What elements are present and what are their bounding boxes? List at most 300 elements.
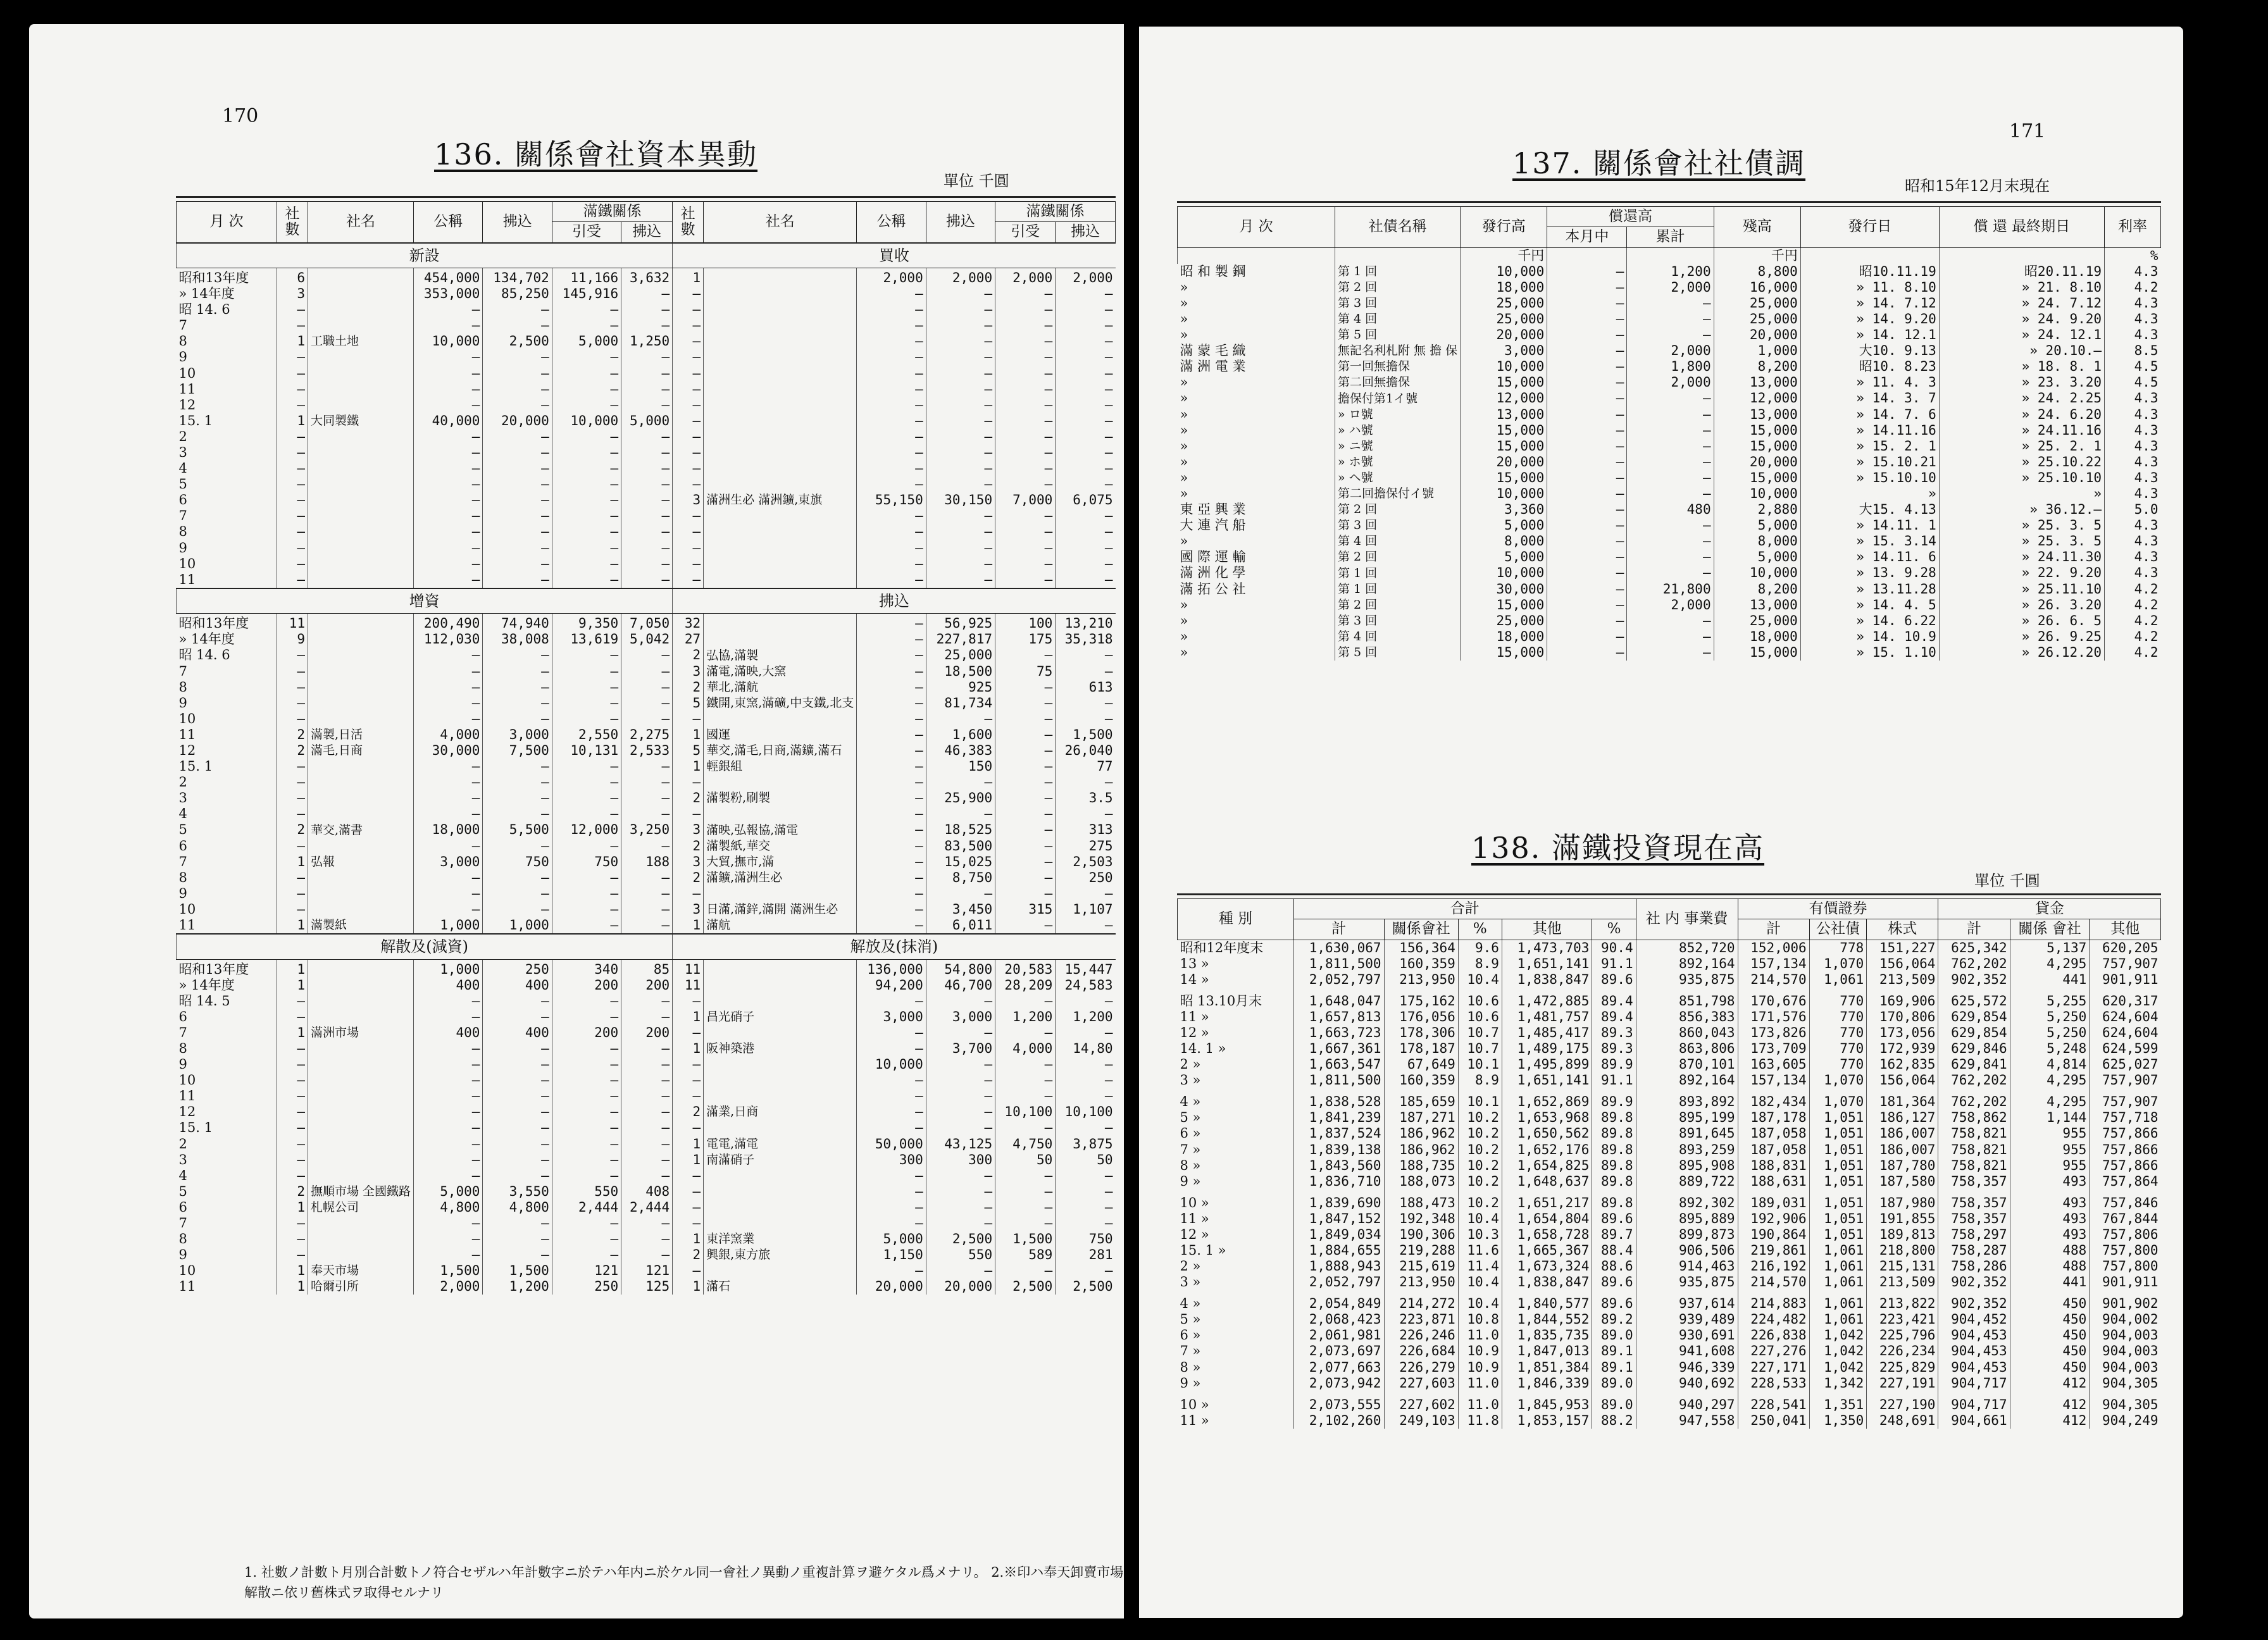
table-cell: 2,550: [552, 727, 621, 743]
table-cell: 滿製紙,華交: [704, 838, 857, 854]
table-cell: 757,866: [2090, 1126, 2161, 1141]
table-cell: —: [483, 1168, 552, 1184]
table-cell: —: [552, 349, 621, 365]
table-cell: —: [1056, 917, 1116, 934]
table-cell: 904,305: [2090, 1376, 2161, 1391]
table-cell: —: [673, 302, 704, 318]
table-cell: [704, 366, 857, 382]
table-cell: —: [673, 1120, 704, 1136]
table-cell: » 14. 7.12: [1800, 295, 1939, 311]
table-cell: —: [277, 461, 308, 476]
table-cell: 750: [552, 854, 621, 870]
table-cell: [308, 1088, 414, 1104]
table-cell: 450: [2010, 1343, 2090, 1359]
table-cell: [308, 1009, 414, 1025]
table-cell: 1,000: [1714, 343, 1800, 359]
table-cell: 1,500: [995, 1231, 1056, 1247]
table-cell: 7: [178, 854, 187, 869]
table-cell: —: [995, 382, 1056, 397]
table-cell: [308, 1247, 414, 1263]
table-cell: —: [673, 349, 704, 365]
table-cell: —: [621, 993, 673, 1009]
table-cell: [308, 268, 414, 286]
table-cell: [308, 838, 414, 854]
table-cell: 185,659: [1384, 1088, 1458, 1110]
table-cell: 189,031: [1738, 1190, 1809, 1211]
table-cell: —: [552, 1136, 621, 1152]
table-cell: —: [926, 806, 995, 822]
table-cell: 38,008: [483, 631, 552, 647]
table-cell: 15,000: [1461, 470, 1547, 486]
table-cell: »: [1180, 454, 1188, 469]
table-cell: —: [277, 1247, 308, 1263]
table-cell: —: [857, 1184, 926, 1200]
table-cell: 7: [178, 508, 187, 524]
table-cell: 3: [178, 445, 187, 461]
table-cell: —: [1547, 581, 1627, 597]
table-cell: 218,800: [1867, 1243, 1938, 1258]
table-cell: 2,068,423: [1294, 1312, 1385, 1327]
table-cell: 國 際 運 輸: [1180, 549, 1246, 565]
table-cell: 1,481,757: [1502, 1009, 1592, 1025]
table-cell: 11.4: [1458, 1258, 1502, 1274]
table-cell: 4.3: [2105, 549, 2161, 565]
table-cell: —: [552, 508, 621, 524]
table-cell: [308, 382, 414, 397]
table-cell: 226,684: [1384, 1343, 1458, 1359]
table-cell: —: [673, 1184, 704, 1200]
table-cell: 18,500: [926, 664, 995, 680]
table-cell: [704, 806, 857, 822]
table-cell: 4.3: [2105, 311, 2161, 327]
table-cell: 3: [673, 664, 704, 680]
table-cell: 901,902: [2090, 1290, 2161, 1312]
section-title-left: 解散及(減資): [177, 934, 673, 959]
unit-cell: [1939, 247, 2104, 264]
table-cell: 187,271: [1384, 1110, 1458, 1126]
table-cell: 東 亞 興 業: [1180, 502, 1246, 518]
table-cell: 100: [995, 614, 1056, 632]
table-cell: 187,780: [1867, 1158, 1938, 1174]
table-cell: 6,075: [1056, 492, 1116, 508]
table-cell: 856,383: [1636, 1009, 1738, 1025]
table-cell: —: [414, 540, 483, 556]
table-cell: 5,000: [857, 1231, 926, 1247]
table-cell: —: [414, 492, 483, 508]
table-cell: 10.4: [1458, 972, 1502, 988]
table-cell: —: [926, 1072, 995, 1088]
table-cell: 滿毛,日商: [308, 743, 414, 759]
unit-cell: 千円: [1461, 247, 1547, 264]
table-cell: [704, 302, 857, 318]
table-cell: —: [277, 1088, 308, 1104]
table-cell: 758,297: [1938, 1227, 2010, 1243]
table-cell: [308, 711, 414, 727]
table-cell: —: [857, 854, 926, 870]
table-cell: 895,908: [1636, 1158, 1738, 1174]
table-cell: 7 »: [1180, 1141, 1201, 1157]
table-cell: —: [1056, 695, 1116, 711]
table-cell: 1,665,367: [1502, 1243, 1592, 1258]
table-cell: —: [1627, 629, 1714, 645]
table-cell: 15. 1: [178, 759, 213, 774]
table-cell: 14,80: [1056, 1041, 1116, 1057]
table-cell: 30,150: [926, 492, 995, 508]
table-cell: 4.2: [2105, 597, 2161, 613]
table-cell: » 15.10.10: [1800, 470, 1939, 486]
h138-public: 公社債: [1809, 919, 1867, 940]
unit-cell: [1178, 247, 1335, 264]
top-rule-136: [176, 196, 1116, 198]
table-cell: —: [1547, 502, 1627, 518]
table-cell: 892,164: [1636, 1072, 1738, 1088]
table-cell: » 14.11. 1: [1800, 518, 1939, 533]
table-136-title: 136. 關係會社資本異動: [434, 137, 758, 171]
table-row: [177, 959, 1116, 978]
table-cell: 186,962: [1384, 1126, 1458, 1141]
table-cell: 160,359: [1384, 1072, 1458, 1088]
table-row: [1178, 1174, 2161, 1190]
table-cell: 滿業,日商: [704, 1104, 857, 1120]
table-cell: [308, 556, 414, 572]
table-cell: —: [857, 445, 926, 461]
table-cell: 955: [2010, 1142, 2090, 1158]
table-cell: 3,000: [414, 854, 483, 870]
table-cell: —: [926, 476, 995, 492]
table-row: [1178, 565, 2161, 581]
table-cell: —: [995, 774, 1056, 790]
table-cell: [704, 711, 857, 727]
table-cell: 10,000: [1461, 359, 1547, 375]
table-cell: [308, 461, 414, 476]
table-cell: 1,472,885: [1502, 988, 1592, 1009]
table-cell: » 14. 6.22: [1800, 613, 1939, 629]
table-cell: 15. 1 »: [1180, 1243, 1226, 1258]
table-cell: 1,650,562: [1502, 1126, 1592, 1141]
table-cell: —: [483, 540, 552, 556]
table-cell: —: [277, 902, 308, 917]
table-cell: —: [1056, 664, 1116, 680]
table-cell: —: [857, 1088, 926, 1104]
table-cell: 1,351: [1809, 1391, 1867, 1413]
table-cell: 10: [178, 711, 196, 726]
table-row: [177, 382, 1116, 397]
table-cell: 第 3 回: [1335, 613, 1461, 629]
h137-rate: 利率: [2105, 207, 2161, 248]
table-cell: —: [277, 1215, 308, 1231]
table-cell: —: [483, 508, 552, 524]
table-cell: 4.2: [2105, 613, 2161, 629]
table-cell: 757,907: [2090, 956, 2161, 972]
table-cell: 173,826: [1738, 1025, 1809, 1041]
table-cell: —: [673, 886, 704, 902]
table-cell: 1,200: [483, 1279, 552, 1295]
table-cell: [704, 445, 857, 461]
table-cell: —: [552, 902, 621, 917]
table-cell: 1,840,577: [1502, 1290, 1592, 1312]
table-cell: 3 »: [1180, 1274, 1201, 1290]
table-cell: —: [277, 492, 308, 508]
table-cell: 188: [621, 854, 673, 870]
table-cell: 8.9: [1458, 1072, 1502, 1088]
table-cell: 2: [277, 822, 308, 838]
header-mantetsu: 滿鐵關係: [552, 202, 672, 222]
table-cell: —: [621, 492, 673, 508]
table-row: [1178, 645, 2161, 661]
table-cell: 大10. 9.13: [1800, 343, 1939, 359]
table-cell: 3,700: [926, 1041, 995, 1057]
table-cell: 10.2: [1458, 1190, 1502, 1211]
table-cell: 18,000: [1461, 280, 1547, 295]
table-cell: 昭和13年度: [178, 961, 249, 977]
table-cell: 937,614: [1636, 1290, 1738, 1312]
table-row: [1178, 1110, 2161, 1126]
table-cell: —: [552, 711, 621, 727]
table-cell: 9,350: [552, 614, 621, 632]
table-cell: —: [857, 508, 926, 524]
table-cell: —: [483, 902, 552, 917]
table-cell: —: [673, 524, 704, 540]
table-cell: 10: [178, 1263, 196, 1279]
table-cell: 136,000: [857, 959, 926, 978]
table-cell: 20,583: [995, 959, 1056, 978]
table-cell: —: [857, 382, 926, 397]
table-cell: 30,000: [1461, 581, 1547, 597]
table-cell: 214,570: [1738, 972, 1809, 988]
table-cell: 91.1: [1592, 1072, 1636, 1088]
table-cell: 6: [178, 1199, 187, 1215]
table-row: [1178, 1290, 2161, 1312]
top-rule-138: [1177, 893, 2161, 895]
table-cell: 10.7: [1458, 1025, 1502, 1041]
table-cell: 178,306: [1384, 1025, 1458, 1041]
table-cell: —: [277, 1168, 308, 1184]
table-cell: 904,305: [2090, 1391, 2161, 1413]
table-cell: —: [277, 445, 308, 461]
table-row: [177, 333, 1116, 349]
table-cell: 1,884,655: [1294, 1243, 1385, 1258]
table-cell: 滿洲市場: [308, 1025, 414, 1041]
table-cell: 624,604: [2090, 1009, 2161, 1025]
table-cell: [308, 1215, 414, 1231]
table-cell: 12 »: [1180, 1226, 1209, 1242]
table-cell: 213,950: [1384, 1274, 1458, 1290]
table-cell: —: [926, 1057, 995, 1072]
table-cell: —: [926, 461, 995, 476]
table-cell: 1,838,528: [1294, 1088, 1385, 1110]
table-cell: 滿製粉,刷製: [704, 790, 857, 806]
table-cell: 187,580: [1867, 1174, 1938, 1190]
table-row: [177, 647, 1116, 663]
table-row: [1178, 1312, 2161, 1327]
table-cell: 1: [277, 1025, 308, 1041]
table-row: [177, 1247, 1116, 1263]
table-cell: 1,473,703: [1502, 940, 1592, 956]
table-cell: 904,453: [1938, 1360, 2010, 1376]
table-cell: —: [552, 397, 621, 413]
header-nominal-2: 公稱: [857, 202, 926, 243]
table-cell: —: [414, 302, 483, 318]
table-row: [177, 413, 1116, 429]
table-cell: 955: [2010, 1158, 2090, 1174]
table-cell: 10,000: [1461, 264, 1547, 280]
table-cell: 1,051: [1809, 1227, 1867, 1243]
table-cell: 第 1 回: [1335, 581, 1461, 597]
table-cell: —: [483, 1215, 552, 1231]
table-cell: 89.6: [1592, 972, 1636, 988]
table-row: [177, 711, 1116, 727]
table-cell: —: [995, 1057, 1056, 1072]
table-cell: [704, 556, 857, 572]
table-cell: —: [483, 349, 552, 365]
table-cell: —: [483, 318, 552, 333]
table-cell: 第 1 回: [1335, 565, 1461, 581]
table-cell: 1,489,175: [1502, 1041, 1592, 1057]
table-cell: 214,272: [1384, 1290, 1458, 1312]
table-cell: 滿 洲 電 業: [1180, 359, 1246, 375]
table-cell: 15,000: [1714, 423, 1800, 438]
table-cell: 250: [1056, 870, 1116, 886]
table-cell: 1,042: [1809, 1327, 1867, 1343]
header-haraikomi: 拂込: [621, 222, 673, 243]
table-row: [1178, 1360, 2161, 1376]
table-cell: 10.9: [1458, 1343, 1502, 1359]
table-cell: —: [926, 445, 995, 461]
table-cell: 11: [178, 1279, 196, 1295]
table-136-footnote: 1. 社數ノ計數ト月別合計數トノ符合セザルハ年計數字ニ於テハ年内ニ於ケル同一會社ノ異動ノ重複計算ヲ避ケタル爲メナリ。 2.※印ハ奉天卸賣市場解散ニ依リ舊株式ヲ取得セルナリ: [244, 1565, 1124, 1600]
table-cell: 2,052,797: [1294, 972, 1385, 988]
table-cell: 28,209: [995, 978, 1056, 993]
table-cell: —: [552, 556, 621, 572]
table-row: [177, 1200, 1116, 1215]
table-cell: —: [277, 556, 308, 572]
table-cell: 11: [178, 917, 196, 933]
table-cell: [704, 1088, 857, 1104]
table-cell: 91.1: [1592, 956, 1636, 972]
table-cell: 75: [995, 664, 1056, 680]
table-cell: 1,844,552: [1502, 1312, 1592, 1327]
table-cell: —: [621, 1041, 673, 1057]
table-cell: —: [995, 727, 1056, 743]
table-cell: —: [926, 1263, 995, 1279]
table-cell: 1,342: [1809, 1376, 1867, 1391]
table-cell: 4.3: [2105, 423, 2161, 438]
table-cell: 1,061: [1809, 1258, 1867, 1274]
table-cell: 21,800: [1627, 581, 1714, 597]
table-cell: [704, 1120, 857, 1136]
table-cell: —: [857, 727, 926, 743]
table-cell: 157,134: [1738, 956, 1809, 972]
table-cell: 1: [277, 1200, 308, 1215]
table-cell: 1: [673, 759, 704, 774]
table-cell: 1: [277, 1263, 308, 1279]
table-cell: [308, 614, 414, 632]
table-cell: 10: [178, 365, 196, 381]
table-cell: —: [995, 838, 1056, 854]
table-cell: —: [673, 774, 704, 790]
table-cell: 1,051: [1809, 1110, 1867, 1126]
table-row: [1178, 549, 2161, 565]
table-cell: 15,000: [1714, 470, 1800, 486]
table-cell: »: [1180, 438, 1188, 454]
table-cell: [704, 333, 857, 349]
table-cell: 1,107: [1056, 902, 1116, 917]
table-cell: —: [673, 1263, 704, 1279]
table-cell: —: [483, 1057, 552, 1072]
table-cell: [308, 1057, 414, 1072]
table-cell: 488: [2010, 1258, 2090, 1274]
table-cell: 2,073,697: [1294, 1343, 1385, 1359]
table-cell: —: [1547, 280, 1627, 295]
table-cell: —: [621, 695, 673, 711]
table-cell: —: [483, 461, 552, 476]
table-cell: —: [1056, 445, 1116, 461]
table-cell: 4: [178, 806, 187, 822]
table-cell: —: [552, 695, 621, 711]
table-cell: —: [926, 540, 995, 556]
table-row: [1178, 1190, 2161, 1211]
unit-cell: [1547, 247, 1627, 264]
table-cell: [308, 790, 414, 806]
table-cell: 2,054,849: [1294, 1290, 1385, 1312]
table-cell: 81,734: [926, 695, 995, 711]
table-cell: 758,357: [1938, 1190, 2010, 1211]
table-cell: 400: [483, 1025, 552, 1041]
table-cell: 1,042: [1809, 1343, 1867, 1359]
table-row: [1178, 359, 2161, 375]
table-cell: —: [552, 790, 621, 806]
table-cell: 15,000: [1461, 423, 1547, 438]
table-cell: —: [926, 366, 995, 382]
table-cell: —: [673, 508, 704, 524]
table-cell: 16,000: [1714, 280, 1800, 295]
table-cell: —: [414, 1152, 483, 1168]
table-cell: 1,843,560: [1294, 1158, 1385, 1174]
table-cell: 1,847,152: [1294, 1211, 1385, 1227]
table-cell: —: [673, 382, 704, 397]
table-cell: 11 »: [1180, 1210, 1209, 1226]
table-cell: 3.5: [1056, 790, 1116, 806]
table-cell: 2,000: [1056, 268, 1116, 286]
table-cell: [308, 978, 414, 993]
table-cell: —: [857, 1120, 926, 1136]
table-cell: 89.8: [1592, 1158, 1636, 1174]
table-cell: 10.7: [1458, 1041, 1502, 1057]
table-cell: 216,192: [1738, 1258, 1809, 1274]
table-cell: 74,940: [483, 614, 552, 632]
table-cell: 12: [178, 743, 196, 758]
table-cell: —: [552, 366, 621, 382]
table-cell: » 13.11.28: [1800, 581, 1939, 597]
table-cell: 550: [926, 1247, 995, 1263]
table-cell: 昭 14. 5: [178, 993, 230, 1009]
table-cell: 10.2: [1458, 1126, 1502, 1141]
table-cell: —: [552, 870, 621, 886]
table-cell: 4.3: [2105, 470, 2161, 486]
table-cell: —: [857, 572, 926, 588]
table-cell: » ホ號: [1335, 454, 1461, 470]
table-row: [177, 727, 1116, 743]
table-cell: —: [857, 695, 926, 711]
table-cell: 4.3: [2105, 438, 2161, 454]
table-cell: 南滿硝子: [704, 1152, 857, 1168]
table-cell: —: [1547, 438, 1627, 454]
table-cell: —: [621, 508, 673, 524]
table-cell: 11: [277, 614, 308, 632]
table-cell: —: [414, 397, 483, 413]
table-cell: 3: [178, 790, 187, 806]
table-cell: —: [857, 1025, 926, 1041]
